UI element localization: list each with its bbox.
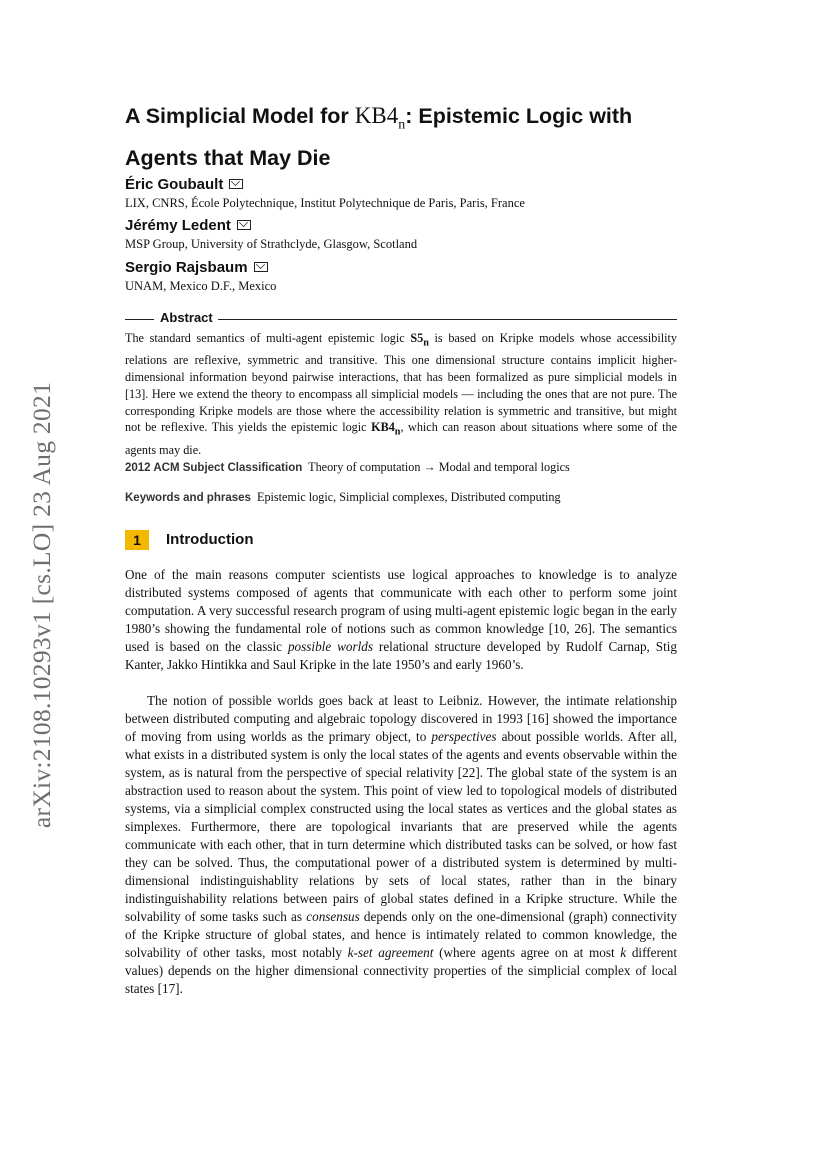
arxiv-id: arXiv:2108.10293v1 [cs.LO] 23 Aug 2021 [27,381,56,829]
keywords: Keywords and phrases Epistemic logic, Simplicial complexes, Distributed computing [125,490,561,504]
email-icon[interactable] [229,179,243,189]
email-icon[interactable] [237,220,251,230]
arxiv-stamp [20,360,64,850]
author-affiliation: LIX, CNRS, École Polytechnique, Institut Polytechnique de Paris, Paris, France [125,196,525,210]
abstract-label: Abstract [160,310,213,325]
abstract-heading [125,310,677,328]
paragraph: One of the main reasons computer scientists use logical approaches to knowledge is to analyze distributed systems composed of agents that communicate with each other to perform some joint computation. A very successful research program of using multi-agent epistemic logic began in the early 1980’s showing the fundamental role of notions such as common knowledge [10, 26]. The semantics used is based on the classic possible worlds relational structure developed by Rudolf Carnap, Stig Kanter, Jakko Hintikka and Saul Kripke in the late 1950’s and early 1960’s. [125,567,678,672]
author-name: Jérémy Ledent [125,217,251,234]
paragraph: The notion of possible worlds goes back at least to Leibniz. However, the intimate relationship between distributed computing and algebraic topology discovered in 1993 [16] showed the importance of moving from using worlds as the primary object, to perspectives about possible worlds. After all, what exists in a distributed system is only the local states of the agents and events observable within the system, as is natural from the perspective of special relativity [22]. The global state of the system is an abstraction used to reason about the system. This point of view led to topological models of distributed systems, via a simplicial complex constructed using the local states as vertices and the global states as simplexes. Furthermore, there are topological invariants that are preserved while the agents communicate with each other, that in turn determine which distributed tasks can be solved, or how fast they can be solved. Thus, the computational power of a distributed system is determined by multi-dimensional indistinguishablity relations by sets of local states, rather than in the binary indistinguishability relations between pairs of global states defined in a Kripke structure. While the solvability of some tasks such as consensus depends only on the one-dimensional (graph) connectivity of the Kripke structure of global states, and hence is intimately related to common knowledge, the solvability of other tasks, most notably k-set agreement (where agents agree on at most k different values) depends on the higher dimensional connectivity properties of the simplicial complex of local states [17]. [125,693,677,996]
paper-title [125,100,685,174]
section-title: Introduction [166,531,254,548]
abstract-rule-right [218,319,677,320]
author-affiliation: UNAM, Mexico D.F., Mexico [125,279,277,293]
email-icon[interactable] [254,262,268,272]
acm-classification: 2012 ACM Subject Classification Theory of computation → Modal and temporal logics [125,460,570,474]
title-part1: A Simplicial Model for [125,104,355,128]
author-name: Sergio Rajsbaum [125,259,268,276]
title-part2: : Epistemic Logic with Agents that May Die [125,104,633,170]
abstract-text: The standard semantics of multi-agent epistemic logic $S5_n$ is based on Kripke models whose accessibility relations are reflexive, symmetric and transitive. This one dimensional structure contains implicit higher-dimensional information beyond pairwise interactions, that has been formalized as pure simplicial models in [13]. Here we extend the theory to encompass all simplicial models — including the ones that are not pure. The corresponding Kripke models are those where the accessibility relation is symmetric and transitive, but might not be reflexive. This yields the epistemic logic $KB4_n$, which can reason about situations where some of the agents may die. [125,331,678,457]
author-name: Éric Goubault [125,176,243,193]
section-number: 1 [125,530,149,550]
title-math: $KB4_n$ [354,103,406,133]
author-affiliation: MSP Group, University of Strathclyde, Glasgow, Scotland [125,237,418,251]
abstract-rule-left [125,319,154,320]
